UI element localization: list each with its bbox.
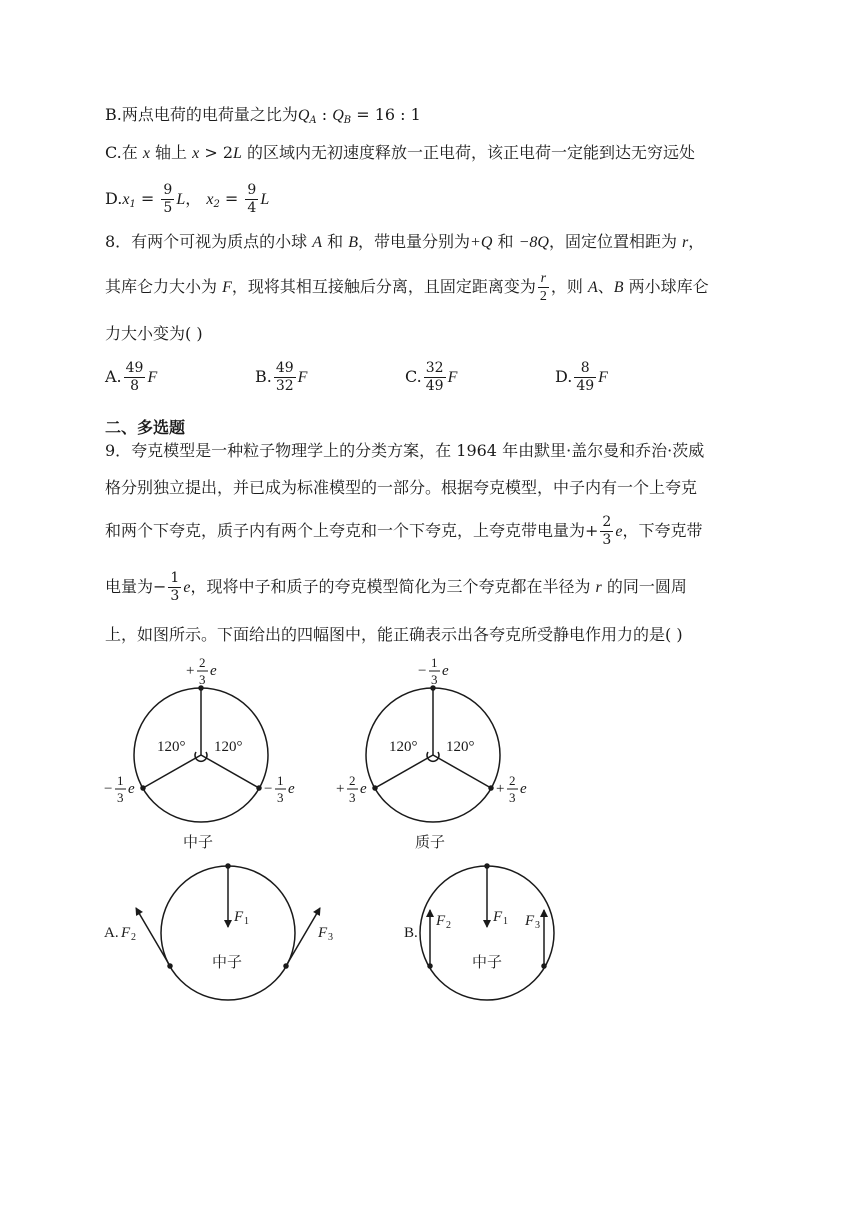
q7-c-mid: 轴上 — [149, 143, 193, 162]
quark-right — [489, 786, 493, 790]
qb-symbol: Q — [332, 107, 344, 124]
neutron-caption: 中子 — [183, 835, 214, 851]
ball-a: A — [587, 279, 598, 296]
force-f: F — [297, 369, 308, 386]
text: 两小球库仑 — [623, 277, 709, 296]
quark-right — [284, 964, 288, 968]
x1-symbol: x — [122, 191, 130, 208]
text: ，带电量分别为 — [358, 232, 471, 251]
text: 的同一圆周 — [601, 577, 687, 596]
ball-b: B — [348, 234, 359, 251]
q7-c-rest: 的区域内无初速度释放一正电荷，该正电荷一定能到达无穷远处 — [241, 143, 696, 162]
numerator: 1 — [170, 570, 180, 586]
sign: + — [186, 663, 195, 679]
ball-b: B — [613, 279, 624, 296]
quark-left — [428, 964, 432, 968]
denominator: 4 — [247, 200, 257, 216]
denominator: 3 — [277, 790, 284, 805]
force-f1: F — [234, 909, 244, 925]
sign: − — [153, 577, 167, 596]
qb-subscript: B — [343, 115, 352, 126]
denominator: 3 — [170, 588, 180, 604]
subscript: 1 — [503, 916, 508, 927]
quark-left — [168, 964, 172, 968]
numerator: 1 — [277, 773, 284, 788]
q9-line-1: 9．夸克模型是一种粒子物理学上的分类方案，在 1964 年由默里·盖尔曼和乔治·茨威 — [105, 441, 705, 460]
text: 、 — [597, 277, 614, 296]
charge-e: e — [442, 663, 449, 679]
numerator: 1 — [431, 655, 438, 670]
denominator: 49 — [425, 378, 444, 394]
force-f2-arrow — [136, 908, 170, 966]
sign: − — [264, 781, 273, 797]
l-symbol: L — [176, 191, 186, 208]
x-symbol: x — [142, 145, 150, 162]
radius-left — [375, 755, 433, 788]
charge-e: e — [183, 579, 191, 596]
proton-diagram — [366, 686, 500, 822]
text: 力大小变为( ) — [105, 324, 203, 343]
force-f2: F — [436, 913, 446, 929]
numerator: 32 — [425, 360, 444, 376]
ball-a: A — [312, 234, 323, 251]
qa-subscript: A — [309, 115, 317, 126]
quark-right — [542, 964, 546, 968]
option-label: B. — [404, 925, 418, 941]
text: 和 — [322, 232, 349, 251]
denominator: 3 — [431, 672, 438, 687]
denominator: 3 — [602, 532, 612, 548]
proton-caption: 质子 — [415, 835, 446, 851]
numerator: 49 — [275, 360, 294, 376]
qa-symbol: Q — [297, 107, 310, 124]
q9-line-2: 格分别独立提出，并已成为标准模型的一部分。根据夸克模型，中子内有一个上夸克 — [105, 478, 698, 497]
angle-left: 120° — [389, 739, 418, 755]
subscript: 3 — [535, 920, 540, 931]
text: 和两个下夸克，质子内有两个上夸克和一个下夸克，上夸克带电量为 — [105, 521, 586, 540]
subscript: 1 — [244, 916, 249, 927]
radius-r: r — [595, 579, 602, 596]
charge-e: e — [615, 523, 623, 540]
neutron-diagram — [134, 686, 268, 822]
x-symbol-2: x — [192, 145, 200, 162]
denominator: 5 — [163, 200, 173, 216]
option-label: A. — [104, 925, 119, 941]
option-label: D. — [555, 367, 573, 386]
numerator: 2 — [199, 655, 206, 670]
numerator: 2 — [602, 514, 612, 530]
x2-symbol: x — [206, 191, 214, 208]
option-label: A. — [105, 367, 122, 386]
quark-left — [141, 786, 145, 790]
quark-top — [485, 864, 489, 868]
text: 8．有两个可视为质点的小球 — [105, 232, 313, 251]
denominator: 3 — [349, 790, 356, 805]
force-f: F — [147, 369, 158, 386]
charge-e: e — [360, 781, 367, 797]
radius-right — [201, 755, 259, 788]
quark-top — [226, 864, 230, 868]
denominator: 2 — [539, 289, 547, 304]
text: ，固定位置相距为 — [548, 232, 683, 251]
force-f: F — [447, 369, 458, 386]
charge-1: +Q — [470, 234, 493, 251]
option-a-center-label: 中子 — [212, 955, 243, 971]
quark-left — [373, 786, 377, 790]
sign: + — [496, 781, 505, 797]
subscript: 3 — [328, 932, 333, 943]
subscript: 2 — [446, 920, 451, 931]
force-f3: F — [318, 925, 328, 941]
option-label: B. — [255, 367, 272, 386]
eq-sign: = — [135, 189, 160, 208]
q9-line-5: 上，如图所示。下面给出的四幅图中，能正确表示出各夸克所受静电作用力的是( ) — [105, 625, 683, 644]
text: ，下夸克带 — [622, 521, 703, 540]
sign: − — [418, 663, 427, 679]
text: ，现将中子和质子的夸克模型简化为三个夸克都在半径为 — [190, 577, 596, 596]
charge-e: e — [288, 781, 295, 797]
charge-e: e — [520, 781, 527, 797]
force-f2: F — [121, 925, 131, 941]
angle-right: 120° — [214, 739, 243, 755]
angle-left: 120° — [157, 739, 186, 755]
denominator: 32 — [275, 378, 294, 394]
numerator: 8 — [574, 360, 596, 378]
option-a-diagram[interactable] — [104, 864, 333, 1000]
colon: : — [316, 105, 333, 124]
l-symbol: L — [260, 191, 270, 208]
option-b-center-label: 中子 — [472, 955, 503, 971]
numerator: r — [538, 270, 549, 288]
text: ，现将其相互接触后分离，且固定距离变为 — [231, 277, 536, 296]
quark-right — [257, 786, 261, 790]
text: 和 — [492, 232, 519, 251]
ratio-value: = 16 : 1 — [351, 105, 421, 124]
denominator: 49 — [576, 378, 595, 394]
force-f: F — [222, 279, 232, 296]
section-heading: 二、多选题 — [105, 418, 186, 437]
force-f3-arrow — [286, 908, 320, 966]
x2-subscript: 2 — [213, 199, 220, 210]
charge-2: −8Q — [518, 234, 549, 251]
q7-c-prefix: C.在 — [105, 143, 143, 162]
sign: + — [585, 521, 599, 540]
radius-right — [433, 755, 491, 788]
numerator: 1 — [117, 773, 124, 788]
angle-right: 120° — [446, 739, 475, 755]
numerator: 49 — [125, 360, 144, 376]
numerator: 9 — [247, 182, 257, 198]
sign: − — [104, 781, 113, 797]
force-f1: F — [493, 909, 503, 925]
distance-r: r — [682, 234, 689, 251]
denominator: 3 — [117, 790, 124, 805]
option-b-diagram[interactable] — [404, 864, 554, 1000]
eq-sign: = — [219, 189, 244, 208]
denominator: 3 — [199, 672, 206, 687]
text: 其库仑力大小为 — [105, 277, 223, 296]
denominator: 8 — [130, 378, 140, 394]
force-f3: F — [525, 913, 535, 929]
q7-c-gt: > 2 — [199, 143, 234, 162]
force-f: F — [598, 369, 608, 386]
radius-left — [143, 755, 201, 788]
numerator: 2 — [349, 773, 356, 788]
sign: + — [336, 781, 345, 797]
l-symbol: L — [233, 145, 242, 162]
q7-b-text: B.两点电荷的电荷量之比为 — [105, 105, 298, 124]
text: ， — [688, 232, 705, 251]
q7-d-prefix: D. — [105, 189, 123, 208]
denominator: 3 — [509, 790, 516, 805]
numerator: 2 — [509, 773, 516, 788]
option-label: C. — [405, 367, 422, 386]
charge-e: e — [128, 781, 135, 797]
text: 电量为 — [105, 577, 154, 596]
numerator: 9 — [163, 182, 173, 198]
x1-subscript: 1 — [129, 199, 136, 210]
subscript: 2 — [131, 932, 136, 943]
charge-e: e — [210, 663, 217, 679]
separator: ， — [185, 189, 207, 208]
text: ，则 — [550, 277, 588, 296]
